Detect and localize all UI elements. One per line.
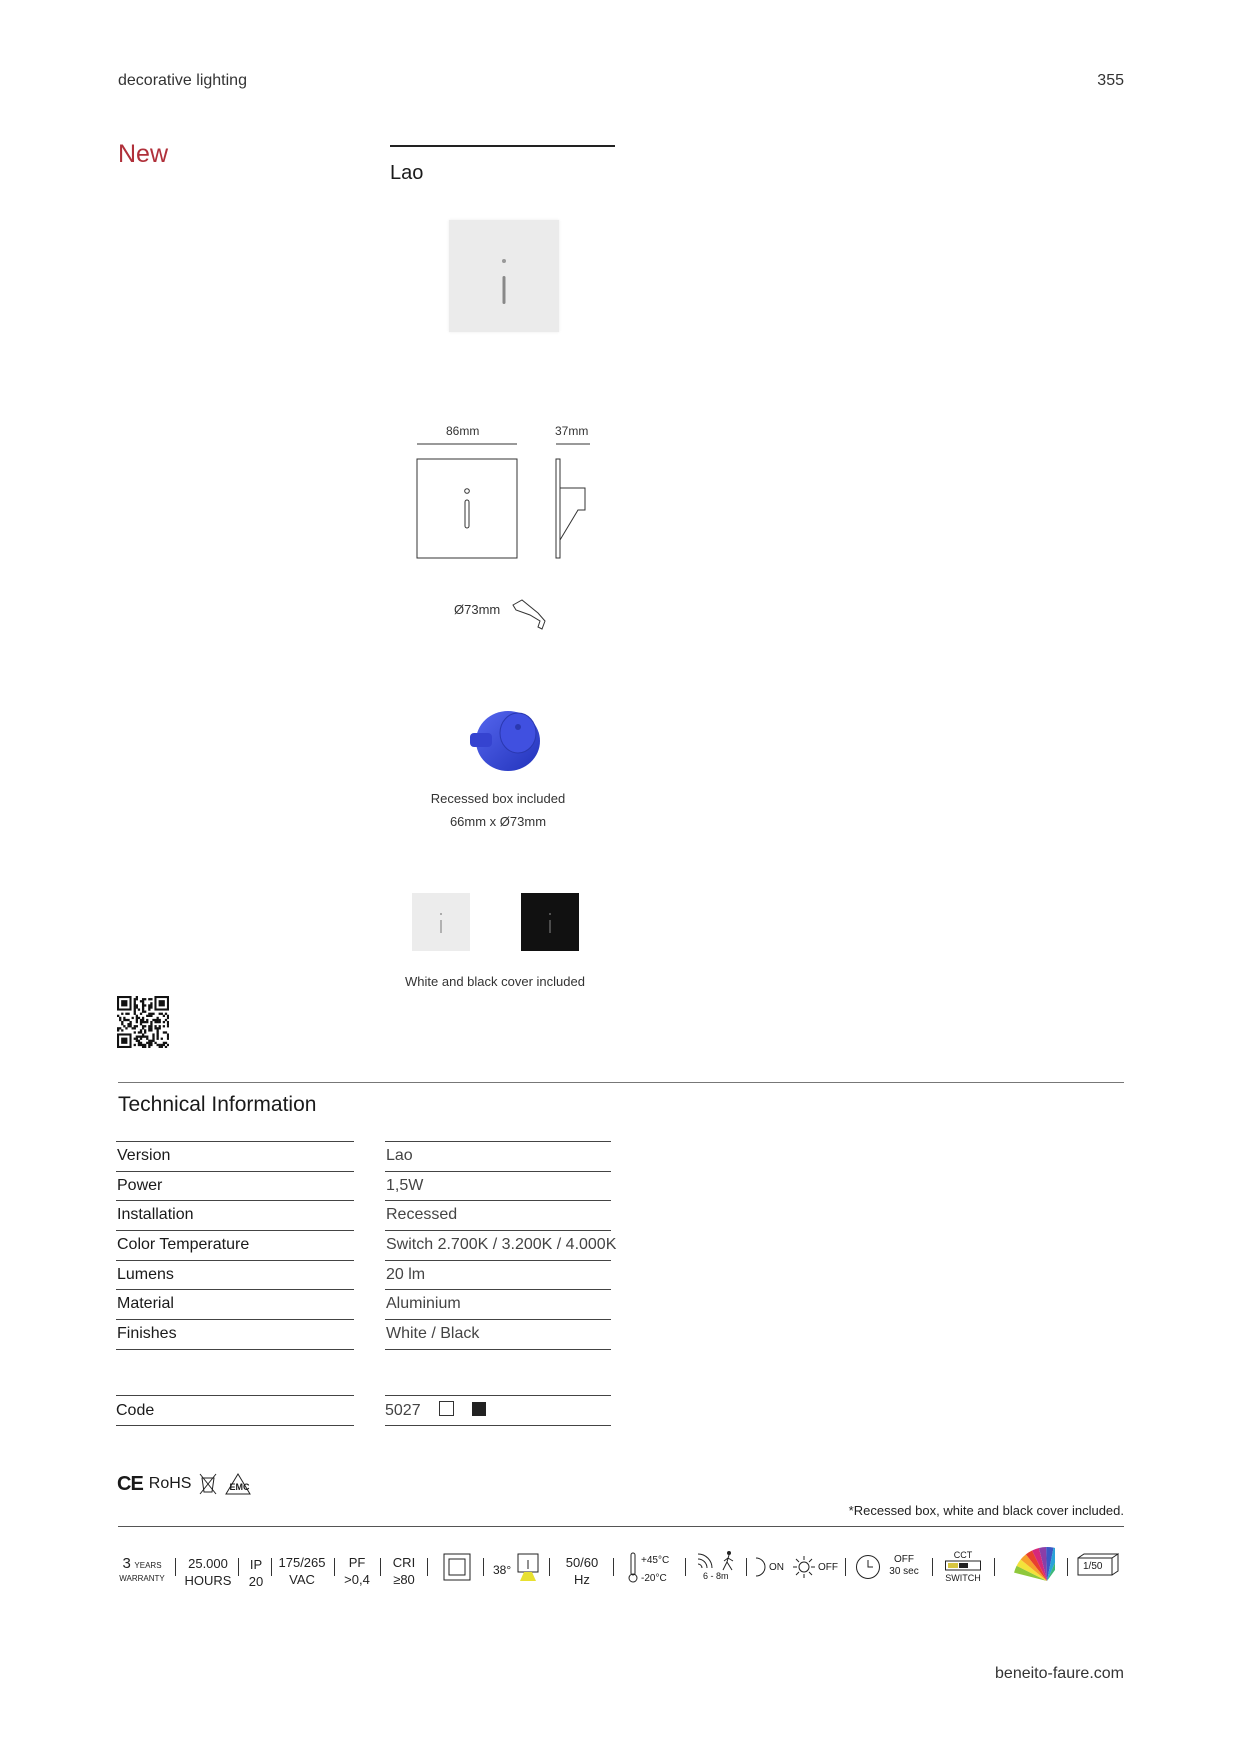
recessed-install-icon <box>443 1553 471 1581</box>
separator <box>845 1558 846 1576</box>
spec-labels <box>116 1141 354 1350</box>
spec-values <box>385 1141 617 1350</box>
tech-info-title: Technical Information <box>118 1093 317 1116</box>
white-finish-swatch <box>439 1401 454 1416</box>
motion-sensor-icon <box>696 1550 738 1572</box>
separator <box>549 1558 550 1576</box>
code-value: 5027 <box>385 1402 421 1419</box>
white-cover-image <box>412 893 470 951</box>
separator <box>238 1558 239 1576</box>
ce-mark: CE <box>117 1472 143 1495</box>
dawn-off-label: OFF <box>818 1562 838 1573</box>
beam-light-icon <box>516 1552 540 1582</box>
product-rule <box>390 145 615 147</box>
footnote: *Recessed box, white and black cover included. <box>848 1503 1124 1518</box>
spec-label: Finishes <box>116 1319 354 1350</box>
spec-value: White / Black <box>385 1319 611 1350</box>
dusk-on-label: ON <box>769 1562 784 1573</box>
depth-dimension-label: 37mm <box>555 424 589 438</box>
covers-caption: White and black cover included <box>405 974 585 989</box>
spec-value: 1,5W <box>385 1171 611 1201</box>
switch-icon <box>945 1560 981 1571</box>
qr-code[interactable] <box>117 996 169 1048</box>
emc-mark: EMC <box>225 1473 251 1495</box>
separator <box>932 1558 933 1576</box>
separator <box>746 1558 747 1576</box>
spec-value: Lao <box>385 1141 611 1171</box>
beam-angle: 38° <box>493 1563 512 1577</box>
spec-value: 20 lm <box>385 1260 611 1290</box>
spec-label: Color Temperature <box>116 1230 354 1260</box>
section-title: decorative lighting <box>118 72 247 89</box>
section-divider <box>118 1082 1124 1083</box>
dimension-drawing <box>410 440 595 570</box>
packaging-box: 1/50 <box>1077 1556 1117 1575</box>
new-label: New <box>118 140 169 168</box>
website-link[interactable]: beneito-faure.com <box>995 1665 1124 1682</box>
spring-clip-icon <box>510 597 550 633</box>
clock-icon <box>855 1554 881 1580</box>
separator <box>380 1558 381 1576</box>
moon-icon <box>752 1556 768 1578</box>
spec-value: Recessed <box>385 1200 611 1230</box>
code-label: Code <box>116 1395 354 1426</box>
separator <box>175 1558 176 1576</box>
separator <box>613 1558 614 1576</box>
recessed-box-size: 66mm x Ø73mm <box>449 814 547 829</box>
certifications <box>117 1472 251 1496</box>
spec-label: Material <box>116 1289 354 1319</box>
product-photo-detail <box>449 220 559 332</box>
product-name: Lao <box>390 162 424 184</box>
page-number: 355 <box>1097 72 1124 89</box>
color-fan-icon <box>1003 1545 1055 1583</box>
specs-divider <box>118 1526 1124 1527</box>
sensor-range: 6 - 8m <box>703 1571 729 1581</box>
power-factor: PF >0,4 <box>344 1555 370 1587</box>
sun-icon <box>792 1555 816 1579</box>
spec-label: Version <box>116 1141 354 1171</box>
separator <box>685 1558 686 1576</box>
cutout-dimension-label: Ø73mm <box>454 602 501 617</box>
spec-label: Power <box>116 1171 354 1201</box>
product-photo <box>449 220 559 332</box>
spec-value: Switch 2.700K / 3.200K / 4.000K <box>385 1230 611 1260</box>
width-dimension-label: 86mm <box>446 424 480 438</box>
recessed-box-image <box>462 703 546 779</box>
timer-off: OFF 30 sec <box>889 1554 919 1577</box>
spec-value: Aluminium <box>385 1289 611 1319</box>
cri: CRI ≥80 <box>392 1555 416 1587</box>
separator <box>483 1558 484 1576</box>
spec-label: Lumens <box>116 1260 354 1290</box>
separator <box>271 1558 272 1576</box>
separator <box>427 1558 428 1576</box>
warranty-badge: 3 YEARS WARRANTY <box>119 1555 165 1583</box>
spec-label: Installation <box>116 1200 354 1230</box>
code-row <box>385 1395 611 1426</box>
lifetime-hours: 25.000 HOURS <box>184 1556 232 1588</box>
separator <box>1067 1558 1068 1576</box>
black-cover-image <box>521 893 579 951</box>
black-finish-swatch <box>472 1402 486 1416</box>
thermometer-icon <box>627 1551 639 1583</box>
voltage: 175/265 VAC <box>278 1555 326 1587</box>
cct-switch: CCT SWITCH <box>945 1550 981 1583</box>
separator <box>994 1558 995 1576</box>
rohs-mark: RoHS <box>148 1475 192 1492</box>
ip-rating: IP 20 <box>248 1557 264 1589</box>
separator <box>334 1558 335 1576</box>
weee-bin-icon <box>197 1472 219 1496</box>
recessed-box-caption: Recessed box included <box>430 791 566 806</box>
operating-temperature: +45°C -20°C <box>641 1555 670 1584</box>
frequency: 50/60 Hz <box>565 1555 599 1587</box>
